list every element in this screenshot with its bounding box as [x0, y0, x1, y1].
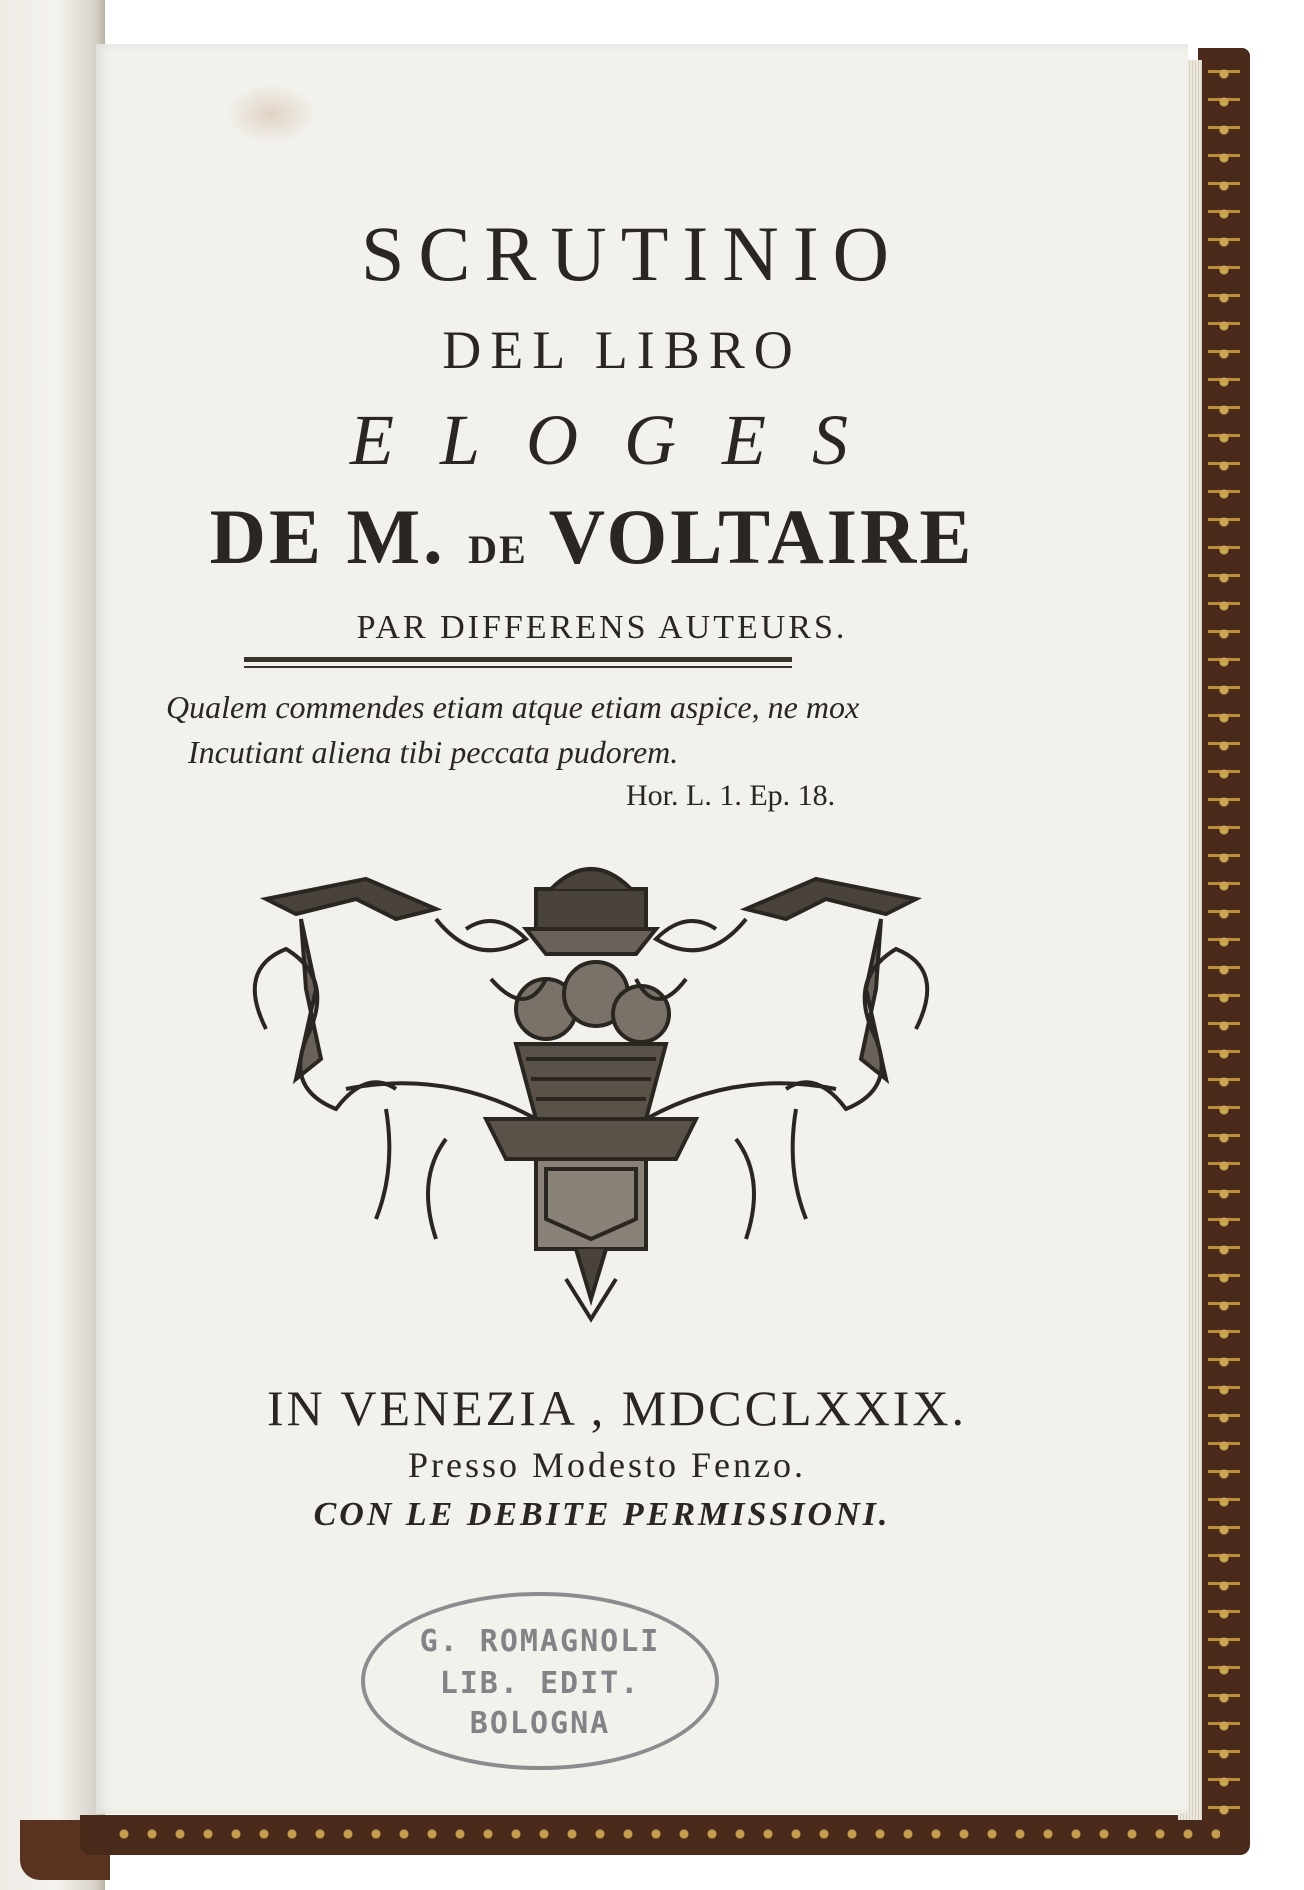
imprint-printer: Presso Modesto Fenzo. [408, 1445, 806, 1485]
title-page [96, 44, 1188, 1814]
title-line-4 [46, 492, 1138, 582]
double-rule-thick [244, 657, 792, 662]
epigraph-line-1: Qualem commendes etiam atque etiam aspice, ne mox [166, 689, 860, 725]
subtitle: PAR DIFFERENS AUTEURS. [356, 609, 848, 646]
title-line-1: SCRUTINIO [360, 210, 903, 297]
stamp-line-3: BOLOGNA [469, 1706, 611, 1741]
title-line-4-voltaire: VOLTAIRE [527, 493, 975, 580]
gilt-border-ornament [1208, 60, 1240, 1830]
foxing-stain [226, 84, 316, 144]
title-line-3: ELOGES [350, 400, 894, 480]
woodcut-vignette-ornament [246, 859, 936, 1329]
stamp-line-1: G. ROMAGNOLI [419, 1624, 661, 1659]
title-line-2: DEL LIBRO [442, 320, 802, 380]
epigraph-line-2: Incutiant aliena tibi peccata pudorem. [188, 734, 679, 770]
stamp-line-2: LIB. EDIT. [439, 1666, 641, 1701]
title-line-4-de: DE [468, 527, 528, 572]
imprint-permission: CON LE DEBITE PERMISSIONI. [313, 1496, 891, 1533]
epigraph-citation: Hor. L. 1. Ep. 18. [626, 779, 836, 812]
gilt-bottom-border [110, 1822, 1220, 1846]
double-rule-thin [244, 666, 792, 668]
imprint-place-date: IN VENEZIA , MDCCLXXIX. [267, 1380, 967, 1436]
bookseller-stamp [361, 1592, 719, 1770]
title-line-4-de-m: DE M. [209, 493, 469, 580]
